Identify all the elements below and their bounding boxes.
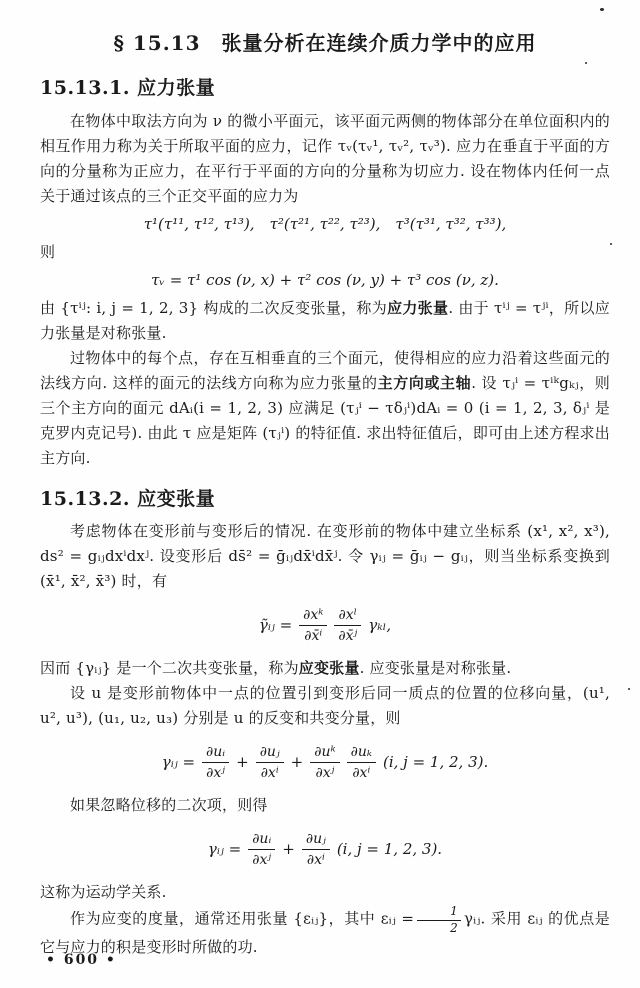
fraction xyxy=(417,905,461,934)
fraction xyxy=(302,831,330,868)
paragraph-text: 考虑物体在变形前与变形后的情况. 在变形前的物体中建立坐标系 (x¹, x², x³), ds² = gᵢⱼdxⁱdxʲ. 设变形后 ds̄² = ḡᵢⱼdx̄ⁱdx̄ʲ. 令 γᵢⱼ = ḡᵢⱼ − gᵢⱼ，则当坐标系变换到 (x̄¹, x̄², x̄³) 时，有 xyxy=(40,522,610,591)
fraction-denominator: ∂x̄ⁱ xyxy=(304,627,323,644)
paragraph-strain-tensor-def xyxy=(40,656,610,681)
paragraph-text: 则 xyxy=(40,242,56,261)
fraction-denominator: ∂xʲ xyxy=(252,851,272,868)
fraction-numerator: ∂xˡ xyxy=(334,607,361,626)
term-principal-axes: 主方向或主轴 xyxy=(377,373,472,392)
term-strain-tensor: 应变张量 xyxy=(298,659,360,678)
term-stress-tensor: 应力张量 xyxy=(387,298,449,317)
page-number: • 600 • xyxy=(46,952,117,968)
scan-speck xyxy=(585,62,587,64)
fraction xyxy=(334,607,361,644)
subsection-title: 应力张量 xyxy=(137,77,216,99)
fraction-numerator: ∂uᵢ xyxy=(248,831,275,850)
paragraph-text: 因而 {γᵢⱼ} 是一个二次共变张量，称为 xyxy=(40,659,299,678)
paragraph-text: 由 {τⁱʲ: i, j = 1, 2, 3} 构成的二次反变张量，称为 xyxy=(40,298,388,317)
formula-stress-components xyxy=(40,212,610,237)
paragraph-text: . 由于 τⁱʲ = τʲⁱ，所以应力张量是对称张量. xyxy=(40,298,610,342)
plus-sign: + xyxy=(236,753,249,772)
subsection-number: 15.13.2. xyxy=(40,487,130,510)
fraction xyxy=(347,744,376,781)
fraction-numerator: ∂uᵏ xyxy=(310,744,339,763)
scan-speck xyxy=(628,688,630,690)
fraction-denominator: ∂xⁱ xyxy=(352,764,371,781)
paragraph-text: . 设 τⱼⁱ = τⁱᵏgₖⱼ，则三个主方向的面元 dAᵢ(i = 1, 2, 3) 应满足 (τⱼⁱ − τδⱼⁱ)dAᵢ = 0 (i = 1, 2, 3, δⱼⁱ 是克罗内克记号). 由此 τ 应是矩阵 (τⱼⁱ) 的特征值. 求出特征值后，即可由上述方程求出主方向. xyxy=(40,373,611,467)
formula-text: τ¹(τ¹¹, τ¹², τ¹³), τ²(τ²¹, τ²², τ²³), τ³(τ³¹, τ³², τ³³), xyxy=(143,214,507,233)
paragraph-text: 如果忽略位移的二次项，则得 xyxy=(70,796,268,815)
scan-speck xyxy=(600,8,604,11)
scan-speck xyxy=(610,243,612,245)
paragraph-principal-directions xyxy=(40,346,610,471)
fraction-denominator: ∂x̄ʲ xyxy=(338,627,358,644)
plus-sign: + xyxy=(282,840,295,859)
paragraph-kinematic-relation xyxy=(40,880,610,905)
fraction xyxy=(248,831,275,868)
formula-strain-transform xyxy=(40,602,610,648)
paragraph-text: . 应变张量是对称张量. xyxy=(359,659,512,678)
subsection-number: 15.13.1. xyxy=(40,77,130,99)
subsection-heading-stress xyxy=(40,76,610,101)
formula-strain-linear xyxy=(40,826,610,872)
paragraph-displacement xyxy=(40,681,610,731)
fraction-numerator: ∂uⱼ xyxy=(256,744,284,763)
formula-tail: (i, j = 1, 2, 3). xyxy=(382,753,489,772)
paragraph-strain-intro xyxy=(40,519,610,594)
paragraph-text: γᵢⱼ. 采用 εᵢⱼ 的优点是它与应力的积是变形时所做的功. xyxy=(40,910,610,956)
paragraph-text: 作为应变的度量，通常还用张量 {εᵢⱼ}，其中 εᵢⱼ = xyxy=(70,910,415,929)
fraction-numerator: ∂uᵢ xyxy=(202,744,229,763)
formula-stress-vector xyxy=(40,268,610,293)
fraction xyxy=(256,744,284,781)
formula-tail: γₖₗ, xyxy=(368,616,392,635)
paragraph-epsilon-measure xyxy=(40,905,610,959)
fraction-denominator: ∂xⁱ xyxy=(306,851,325,868)
paragraph-text: 过物体中的每个点，存在互相垂直的三个面元，使得相应的应力沿着这些面元的法线方向. 这样的面元的法线方向称为应力张量的 xyxy=(40,348,610,392)
formula-strain-full xyxy=(40,739,610,785)
fraction-numerator: ∂uⱼ xyxy=(302,831,330,850)
formula-lhs: γᵢⱼ = xyxy=(207,840,242,859)
paragraph-text: 设 u 是变形前物体中一点的位置引到变形后同一质点的位置的位移向量，(u¹, u², u³), (u₁, u₂, u₃) 分别是 u 的反变和共变分量，则 xyxy=(40,684,610,728)
subsection-heading-strain xyxy=(40,487,610,512)
formula-tail: (i, j = 1, 2, 3). xyxy=(336,840,443,859)
formula-lhs: γ̃ᵢⱼ = xyxy=(258,616,293,635)
paragraph-neglect-quadratic xyxy=(40,793,610,818)
fraction-numerator: ∂uₖ xyxy=(347,744,376,763)
paragraph-text: 这称为运动学关系. xyxy=(40,883,167,902)
fraction-denominator: ∂xʲ xyxy=(206,764,225,781)
fraction-numerator: 1 xyxy=(417,905,461,920)
paragraph-text: 在物体中取法方向为 ν 的微小平面元，该平面元两侧的物体部分在单位面积内的相互作用力称为关于所取平面的应力，记作 τᵥ(τᵥ¹, τᵥ², τᵥ³). 应力在垂直于平面的方向的分量称为正应力，在平行于平面的方向的分量称为切应力. 设在物体内任何一点关于通过该点的三个正交平面的应力为 xyxy=(40,111,610,205)
fraction-numerator: ∂xᵏ xyxy=(299,607,327,626)
paragraph-stress-tensor-def xyxy=(40,296,610,346)
fraction-denominator: 2 xyxy=(450,920,459,935)
fraction-denominator: ∂xʲ xyxy=(315,764,335,781)
paragraph-then xyxy=(40,240,610,265)
chapter-section-title: § 15.13 张量分析在连续介质力学中的应用 xyxy=(113,31,537,55)
formula-text: τᵥ = τ¹ cos (ν, x) + τ² cos (ν, y) + τ³ cos (ν, z). xyxy=(151,270,499,289)
fraction xyxy=(310,744,339,781)
subsection-title: 应变张量 xyxy=(137,487,216,510)
plus-sign: + xyxy=(290,753,304,772)
paragraph-stress-intro xyxy=(40,109,610,209)
fraction xyxy=(299,607,327,644)
fraction-denominator: ∂xⁱ xyxy=(260,764,279,781)
fraction xyxy=(202,744,229,781)
formula-lhs: γᵢⱼ = xyxy=(161,753,196,772)
